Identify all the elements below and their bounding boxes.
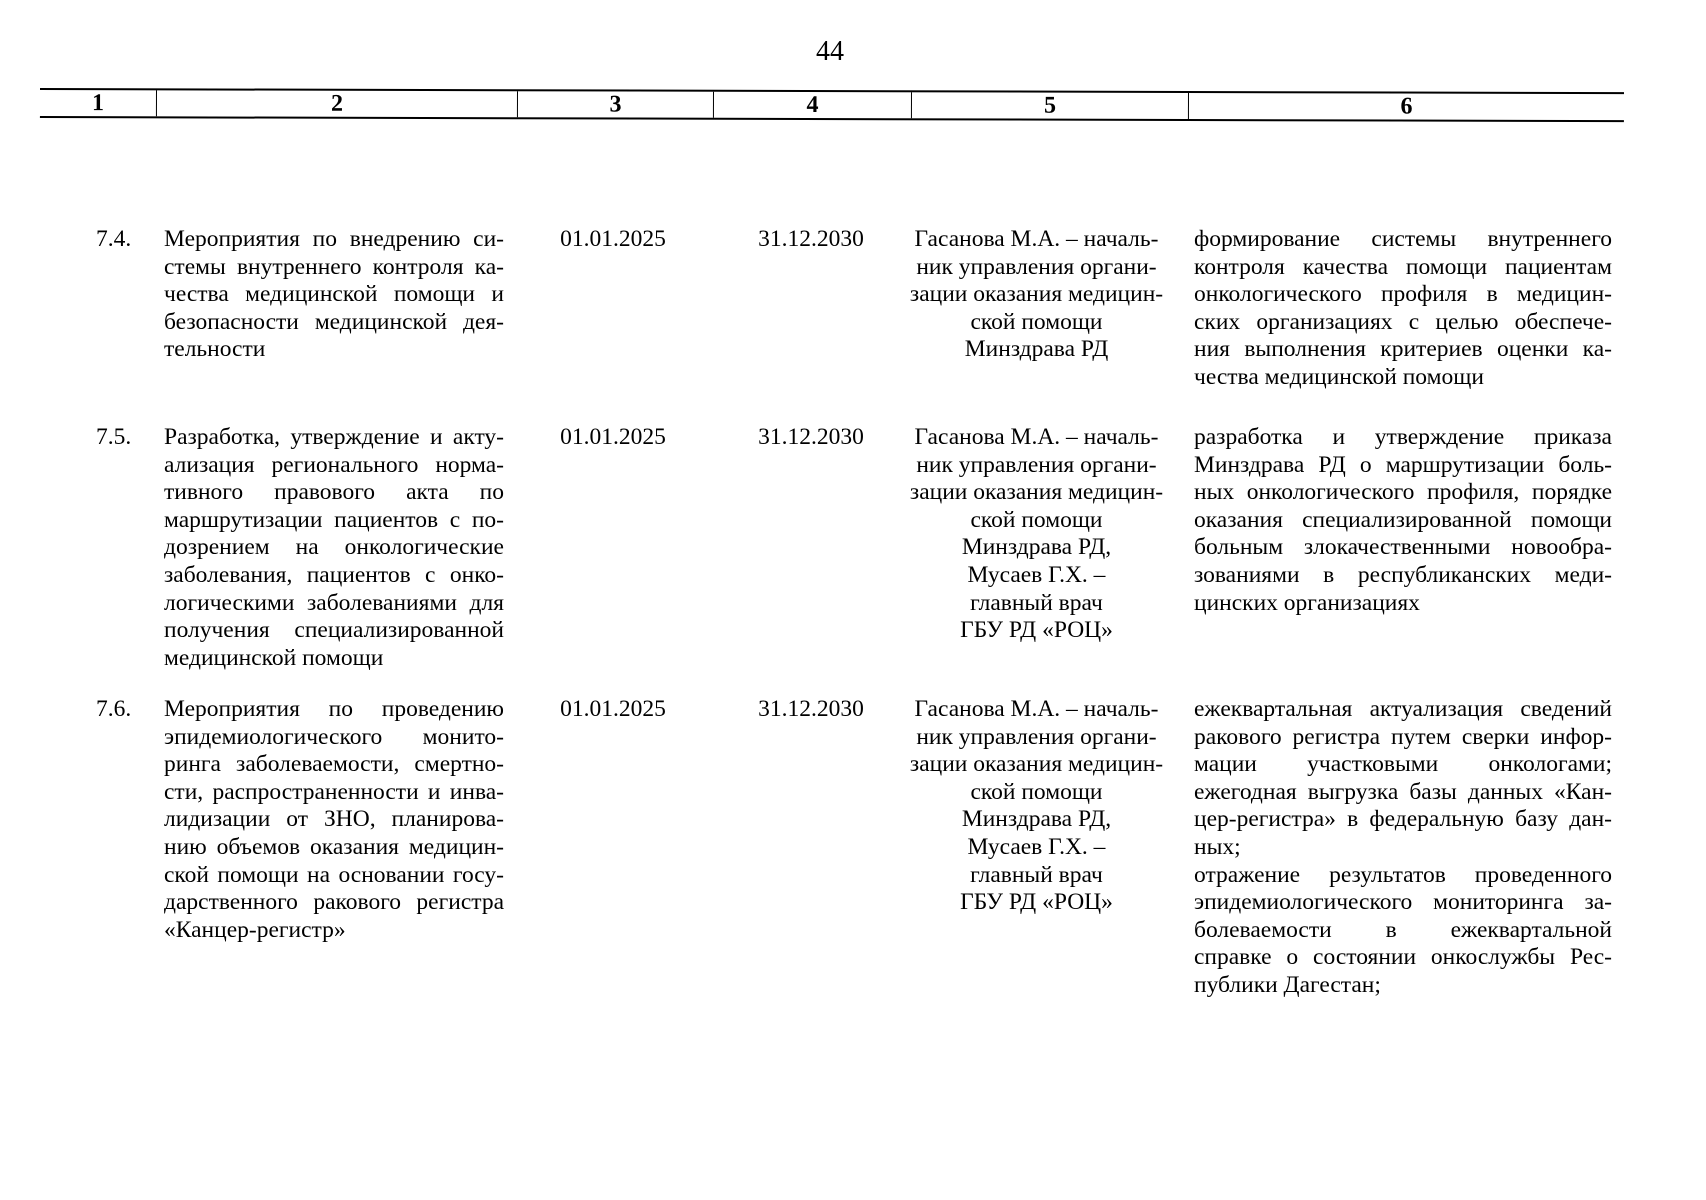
text-line: болеваемости в ежеквартальной [1194,916,1612,943]
header-col-5: 5 [912,92,1189,119]
text-line: Мусаев Г.Х. – [967,561,1106,588]
text-line: Минздрава РД, [961,806,1112,833]
header-col-6: 6 [1400,93,1413,120]
end-date: 31.12.2030 [758,226,864,252]
text-line: отражение результатов проведенного [1194,861,1612,888]
text-line: маршрутизации пациентов с по- [164,506,504,533]
text-line: зованиями в республиканских меди- [1194,561,1612,588]
text-line: чества медицинской помощи и [164,281,504,308]
expected-result [1194,226,1612,392]
text-line: ния выполнения критериев оценки ка- [1194,336,1612,363]
text-line: нию объемов оказания медицин- [164,833,504,860]
text-line: ской помощи на основании госу- [164,861,504,888]
text-line: зации оказания медицин- [909,751,1164,778]
text-line: ской помощи [970,506,1103,533]
text-line: ежеквартальная актуализация сведений [1194,696,1612,722]
text-line: эпидемиологического мониторинга за- [1194,889,1612,916]
text-line: ринга заболеваемости, смертно- [164,751,504,778]
text-line: дозрением на онкологические [164,534,504,561]
text-line: ник управления органи- [916,451,1157,478]
text-line: зации оказания медицин- [909,479,1164,506]
text-line: лидизации от ЗНО, планирова- [164,806,504,833]
text-line: разработка и утверждение приказа [1194,424,1612,450]
text-line: онкологического профиля в медицин- [1194,281,1612,308]
text-line: дарственного ракового регистра [164,889,504,916]
text-line: главный врач [970,861,1103,888]
header-col-1: 1 [40,90,157,116]
text-line: публики Дагестан; [1194,971,1381,998]
text-line: больным злокачественными новообра- [1194,534,1612,561]
text-line: Мероприятия по внедрению си- [164,226,504,252]
text-line: Гасанова М.А. – началь- [914,424,1159,450]
responsible-person [904,226,1169,364]
text-line: цер-регистра» в федеральную базу дан- [1194,806,1612,833]
text-line: ской помощи [970,308,1103,335]
text-line: контроля качества помощи пациентам [1194,253,1612,280]
text-line: безопасности медицинской дея- [164,308,504,335]
start-date: 01.01.2025 [560,696,666,722]
activity-description [164,424,504,672]
text-line: ракового регистра путем сверки инфор- [1194,723,1612,750]
activity-description [164,696,504,944]
text-line: ГБУ РД «РОЦ» [960,617,1113,644]
page-number: 44 [816,36,844,67]
text-line: цинских организациях [1194,589,1420,616]
text-line: тельности [164,336,266,363]
item-number: 7.6. [96,696,132,722]
header-col-4: 4 [714,92,912,119]
header-col-2: 2 [157,90,518,117]
table-header [40,88,1624,122]
end-date: 31.12.2030 [758,424,864,450]
header-col-3: 3 [518,91,714,118]
text-line: мации участковыми онкологами; [1194,751,1612,778]
text-line: ных; [1194,833,1241,860]
item-number: 7.5. [96,424,132,450]
text-line: Мусаев Г.Х. – [967,833,1106,860]
text-line: получения специализированной [164,617,504,644]
text-line: зации оказания медицин- [909,281,1164,308]
text-line: Гасанова М.А. – началь- [914,696,1159,722]
item-number: 7.4. [96,226,132,252]
text-line: ализация регионального норма- [164,451,504,478]
text-line: ГБУ РД «РОЦ» [960,889,1113,916]
text-line: сти, распространенности и инва- [164,778,504,805]
text-line: Гасанова М.А. – началь- [914,226,1159,252]
start-date: 01.01.2025 [560,424,666,450]
text-line: чества медицинской помощи [1194,363,1484,390]
text-line: Мероприятия по проведению [164,696,504,722]
text-line: Минздрава РД, [961,534,1112,561]
end-date: 31.12.2030 [758,696,864,722]
text-line: медицинской помощи [164,644,384,671]
activity-description [164,226,504,364]
text-line: стемы внутреннего контроля ка- [164,253,504,280]
text-line: справке о состоянии онкослужбы Рес- [1194,944,1612,971]
text-line: Минздрава РД [964,336,1109,363]
text-line: ежегодная выгрузка базы данных «Кан- [1194,778,1612,805]
expected-result [1194,424,1612,617]
text-line: «Канцер-регистр» [164,916,346,943]
text-line: ских организациях с целью обеспече- [1194,308,1612,335]
text-line: Разработка, утверждение и акту- [164,424,504,450]
responsible-person [904,696,1169,917]
text-line: главный врач [970,589,1103,616]
expected-result [1194,696,1612,1000]
text-line: эпидемиологического монито- [164,723,504,750]
text-line: ник управления органи- [916,723,1157,750]
text-line: оказания специализированной помощи [1194,506,1612,533]
responsible-person [904,424,1169,645]
text-line: Минздрава РД о маршрутизации боль- [1194,451,1612,478]
text-line: заболевания, пациентов с онко- [164,561,504,588]
text-line: ных онкологического профиля, порядке [1194,479,1612,506]
start-date: 01.01.2025 [560,226,666,252]
text-line: формирование системы внутреннего [1194,226,1612,252]
text-line: тивного правового акта по [164,479,504,506]
text-line: ник управления органи- [916,253,1157,280]
text-line: логическими заболеваниями для [164,589,504,616]
text-line: ской помощи [970,778,1103,805]
